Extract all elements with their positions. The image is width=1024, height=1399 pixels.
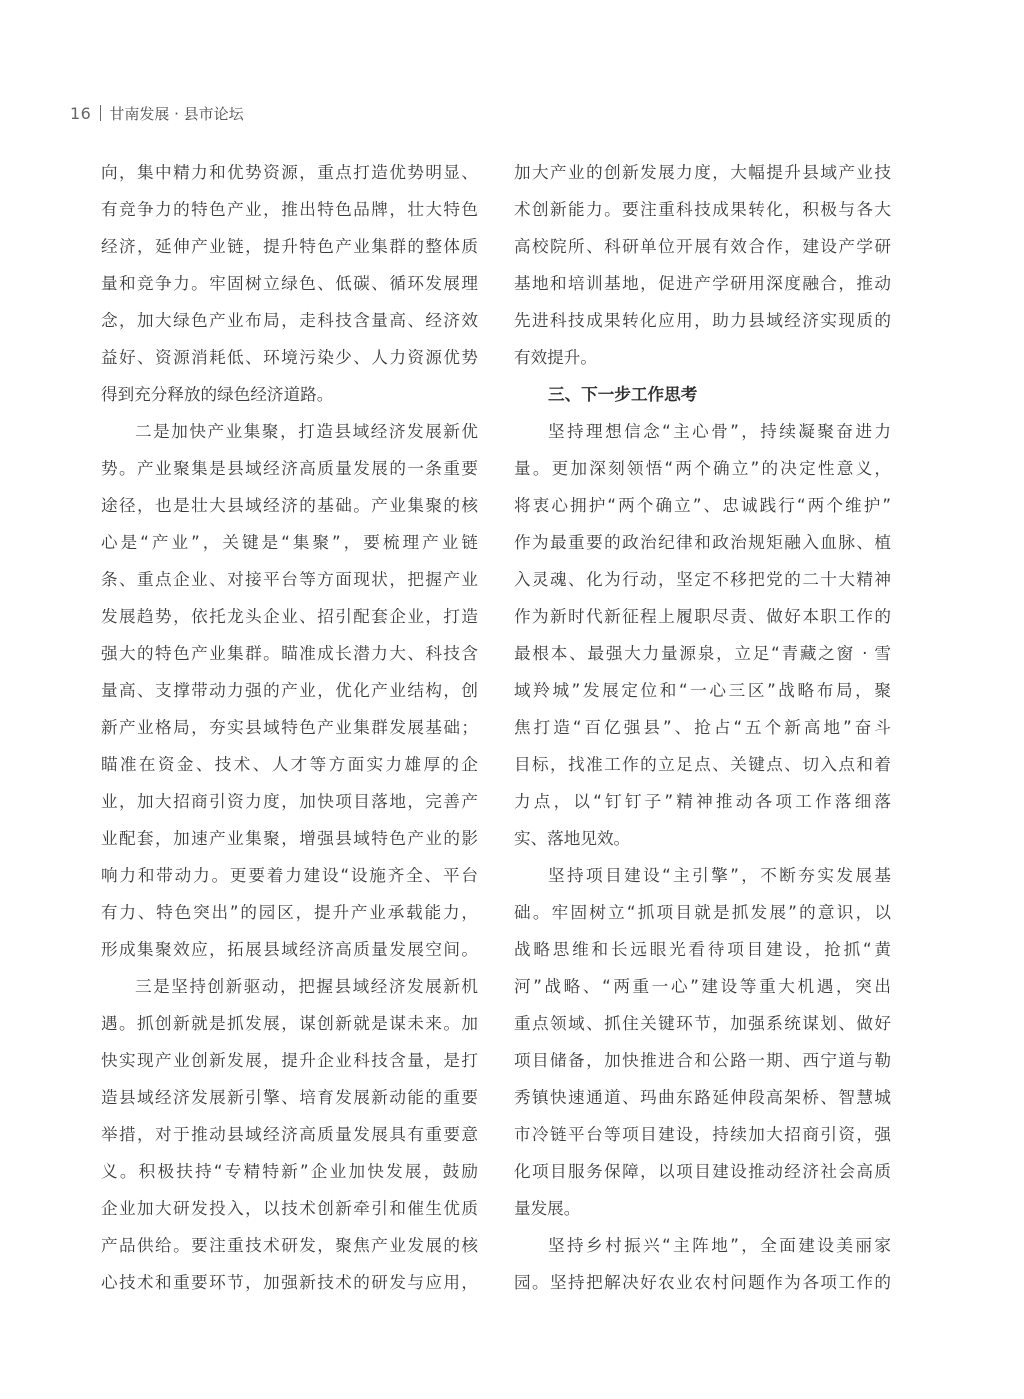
text-line: 量。更加深刻领悟“两个确立”的决定性意义， [514,459,891,478]
text-line: 业配套，加速产业集聚，增强县域特色产业的影 [101,829,478,848]
text-line: 量高、支撑带动力强的产业，优化产业结构，创 [101,681,478,700]
paragraph-first-line: 坚持乡村振兴“主阵地”，全面建设美丽家 [548,1236,891,1255]
text-line: 作为最重要的政治纪律和政治规矩融入血脉、植 [514,533,891,552]
text-line: 先进科技成果转化应用，助力县域经济实现质的 [514,311,891,330]
text-line: 入灵魂、化为行动，坚定不移把党的二十大精神 [514,570,891,589]
text-line: 作为新时代新征程上履职尽责、做好本职工作的 [514,607,891,626]
text-line: 量发展。 [514,1199,581,1218]
text-line: 重点领域、抓住关键环节，加强系统谋划、做好 [514,1014,891,1033]
paragraph-first-line: 三是坚持创新驱动，把握县域经济发展新机 [135,977,478,996]
text-line: 响力和带动力。更要着力建设“设施齐全、平台 [101,866,478,885]
text-line: 瞄准在资金、技术、人才等方面实力雄厚的企 [101,755,478,774]
text-line: 义。积极扶持“专精特新”企业加快发展，鼓励 [101,1162,478,1181]
text-line: 域羚城”发展定位和“一心三区”战略布局，聚 [514,681,891,700]
text-line: 基地和培训基地，促进产学研用深度融合，推动 [514,274,891,293]
text-line: 益好、资源消耗低、环境污染少、人力资源优势 [101,348,478,367]
text-line: 战略思维和长远眼光看待项目建设，抢抓“黄 [514,940,891,959]
left-text-column [101,154,478,1301]
text-line: 念，加大绿色产业布局，走科技含量高、经济效 [101,311,478,330]
text-line: 有效提升。 [514,348,597,367]
paragraph-first-line: 坚持项目建设“主引擎”，不断夯实发展基 [548,866,891,885]
text-line: 企业加大研发投入，以技术创新牵引和催生优质 [101,1199,478,1218]
text-line: 术创新能力。要注重科技成果转化，积极与各大 [514,200,891,219]
text-line: 加大产业的创新发展力度，大幅提升县域产业技 [514,163,891,182]
text-line: 项目储备，加快推进合和公路一期、西宁道与勒 [514,1051,891,1070]
text-line: 焦打造“百亿强县”、抢占“五个新高地”奋斗 [514,718,891,737]
paragraph-first-line: 二是加快产业集聚，打造县域经济发展新优 [135,422,478,441]
running-header [70,101,244,125]
text-line: 实、落地见效。 [514,829,631,848]
text-line: 发展趋势，依托龙头企业、招引配套企业，打造 [101,607,478,626]
text-line: 心技术和重要环节，加强新技术的研发与应用， [101,1273,478,1292]
text-line: 础。牢固树立“抓项目就是抓发展”的意识，以 [514,903,891,922]
text-line: 高校院所、科研单位开展有效合作，建设产学研 [514,237,891,256]
text-line: 举措，对于推动县域经济高质量发展具有重要意 [101,1125,478,1144]
text-line: 向，集中精力和优势资源，重点打造优势明显、 [101,163,478,182]
text-line: 途径，也是壮大县域经济的基础。产业集聚的核 [101,496,478,515]
text-line: 秀镇快速通道、玛曲东路延伸段高架桥、智慧城 [514,1088,891,1107]
right-text-column [514,154,891,1301]
text-line: 有力、特色突出”的园区，提升产业承载能力， [101,903,478,922]
journal-section-title: 甘南发展 · 县市论坛 [109,104,244,123]
header-divider [100,105,101,121]
text-line: 最根本、最强大力量源泉，立足“青藏之窗 · 雪 [514,644,891,663]
text-line: 产品供给。要注重技术研发，聚焦产业发展的核 [101,1236,478,1255]
text-line: 力点，以“钉钉子”精神推动各项工作落细落 [514,792,891,811]
text-line: 快实现产业创新发展，提升企业科技含量，是打 [101,1051,478,1070]
text-line: 得到充分释放的绿色经济道路。 [101,385,334,404]
paragraph-first-line: 坚持理想信念“主心骨”，持续凝聚奋进力 [548,422,891,441]
text-line: 有竞争力的特色产业，推出特色品牌，壮大特色 [101,200,478,219]
text-line: 强大的特色产业集群。瞄准成长潜力大、科技含 [101,644,478,663]
text-line: 目标，找准工作的立足点、关键点、切入点和着 [514,755,891,774]
text-line: 市冷链平台等项目建设，持续加大招商引资，强 [514,1125,891,1144]
page-number: 16 [70,103,92,123]
text-line: 河”战略、“两重一心”建设等重大机遇，突出 [514,977,891,996]
text-line: 造县域经济发展新引擎、培育发展新动能的重要 [101,1088,478,1107]
text-line: 新产业格局，夯实县域特色产业集群发展基础； [101,718,478,737]
text-line: 将衷心拥护“两个确立”、忠诚践行“两个维护” [514,496,891,515]
text-line: 心是“产业”，关键是“集聚”，要梳理产业链 [101,533,478,552]
text-line: 经济，延伸产业链，提升特色产业集群的整体质 [101,237,478,256]
text-line: 业，加大招商引资力度，加快项目落地，完善产 [101,792,478,811]
text-line: 化项目服务保障，以项目建设推动经济社会高质 [514,1162,891,1181]
text-line: 量和竞争力。牢固树立绿色、低碳、循环发展理 [101,274,478,293]
text-line: 形成集聚效应，拓展县域经济高质量发展空间。 [101,940,478,959]
text-line: 势。产业聚集是县域经济高质量发展的一条重要 [101,459,478,478]
text-line: 遇。抓创新就是抓发展，谋创新就是谋未来。加 [101,1014,478,1033]
text-line: 条、重点企业、对接平台等方面现状，把握产业 [101,570,478,589]
section-heading: 三、下一步工作思考 [548,385,698,404]
text-line: 园。坚持把解决好农业农村问题作为各项工作的 [514,1273,891,1292]
